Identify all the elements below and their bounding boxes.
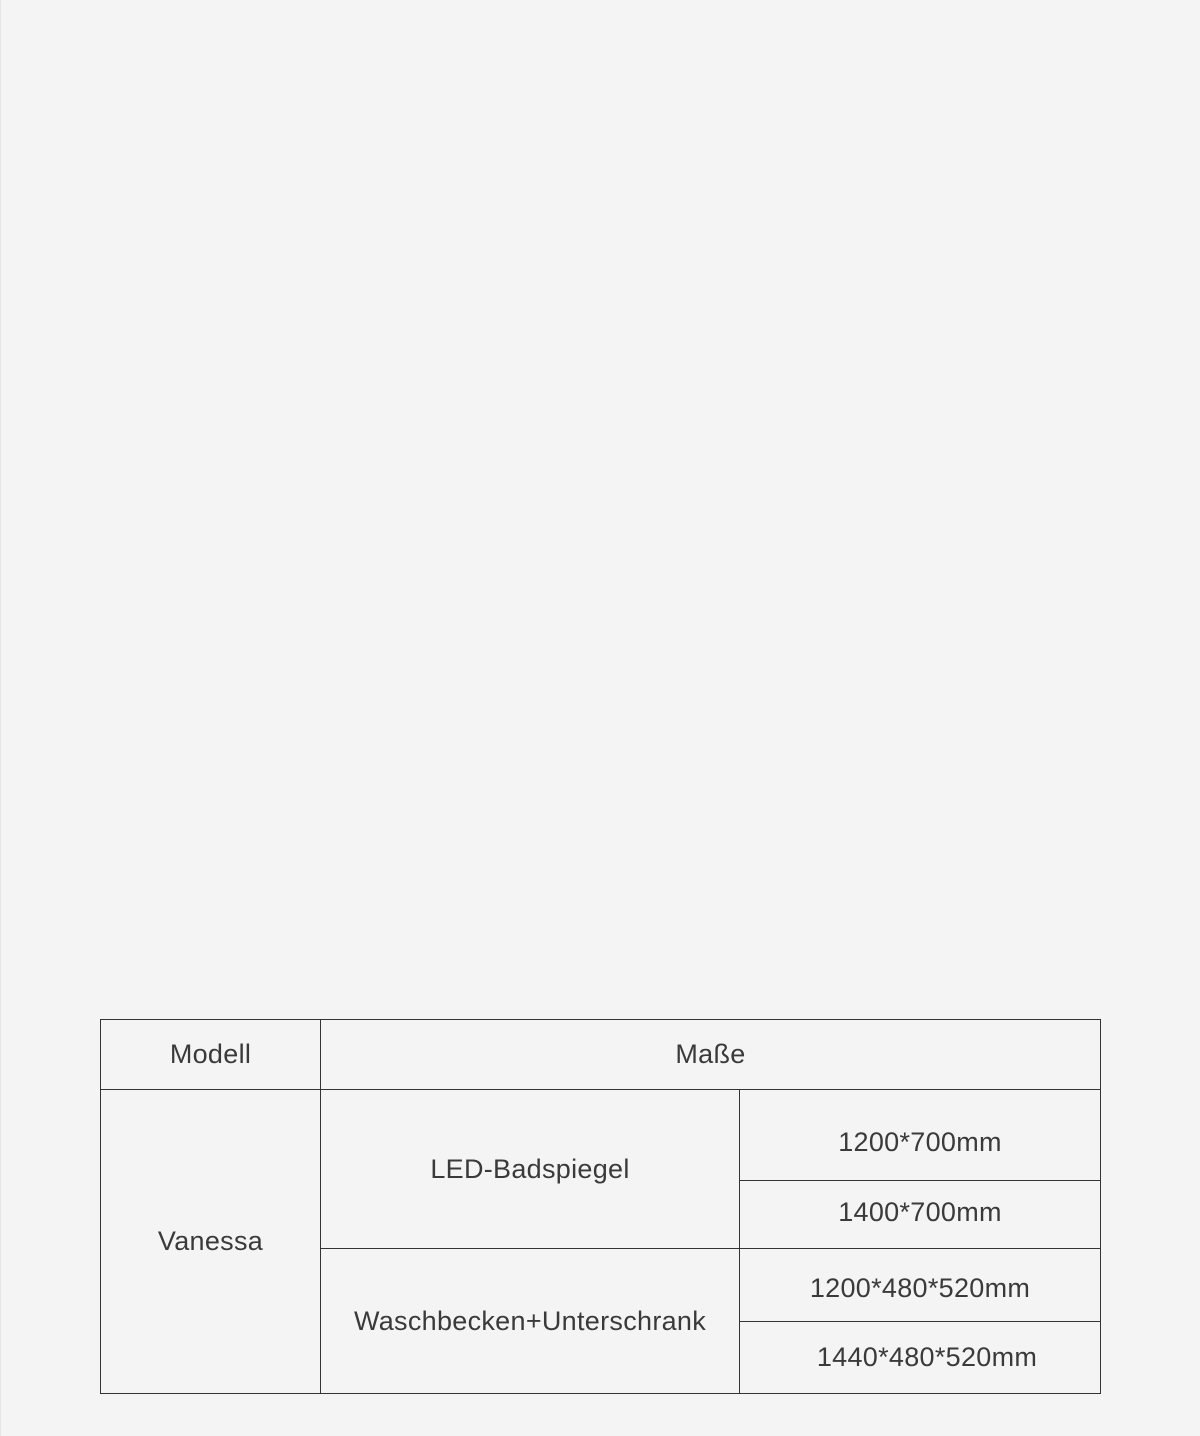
category-led-mirror: LED-Badspiegel [321,1090,740,1249]
size-cell: 1200*480*520mm [740,1249,1101,1322]
page-edge-line [0,0,1,1436]
size-cell: 1440*480*520mm [740,1322,1101,1394]
table-header-row [101,1020,1101,1090]
header-dimensions: Maße [321,1020,1101,1090]
category-washbasin-cabinet: Waschbecken+Unterschrank [321,1249,740,1394]
product-dimensions-table [100,1019,1101,1394]
size-cell: 1200*700mm [740,1090,1101,1181]
size-cell: 1400*700mm [740,1181,1101,1249]
header-model: Modell [101,1020,321,1090]
table-row [101,1090,1101,1181]
model-name-cell: Vanessa [101,1090,321,1394]
